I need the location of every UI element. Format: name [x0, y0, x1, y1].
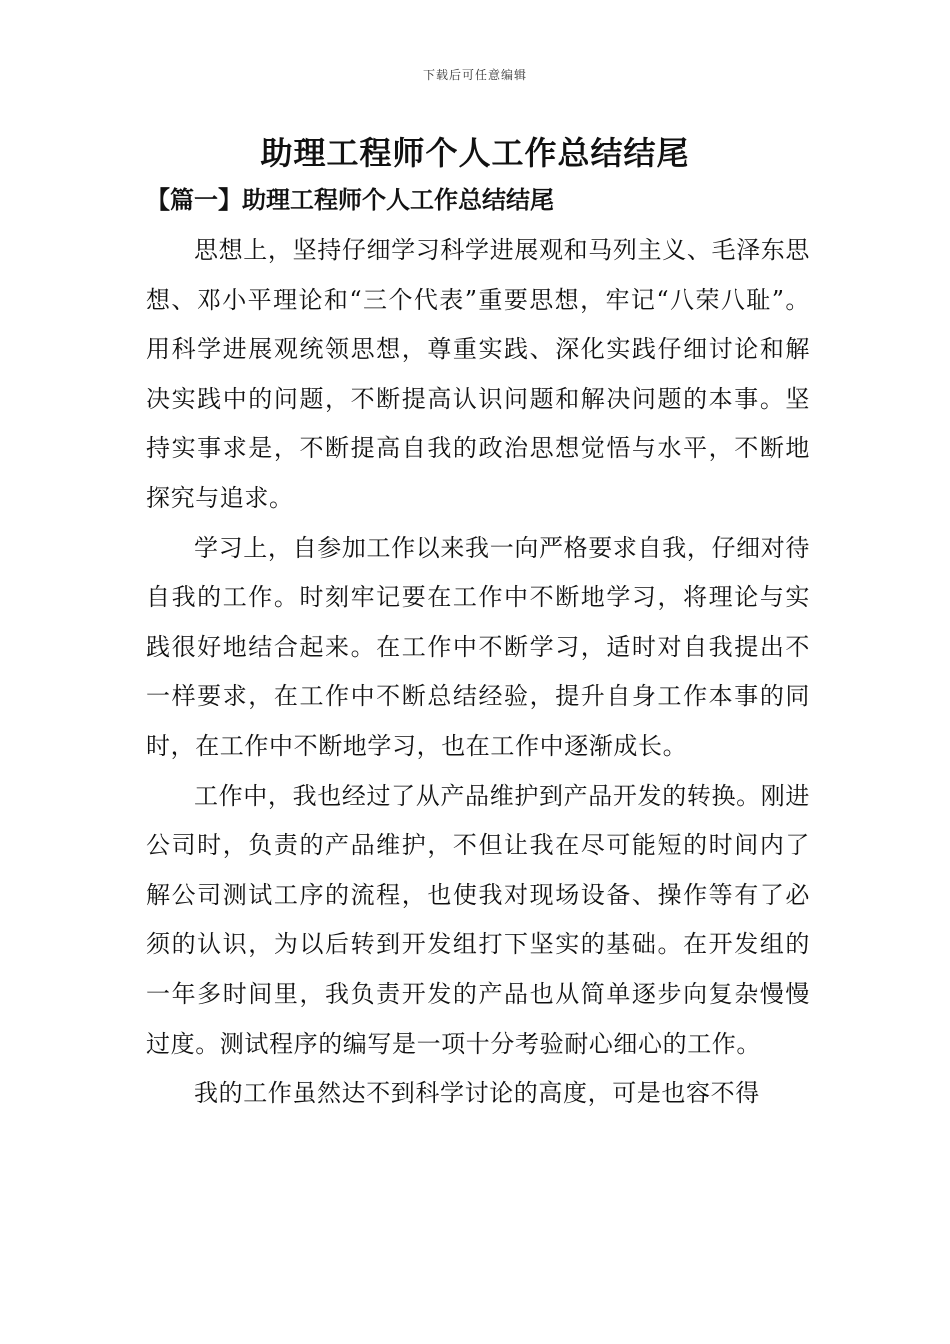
body-text [146, 226, 810, 1119]
paragraph-continued: 我的工作虽然达不到科学讨论的高度，可是也容不得 [194, 1079, 760, 1108]
paragraph-study: 学习上，自参加工作以来我一向严格要求自我，仔细对待自我的工作。时刻牢记要在工作中不断地学习，将理论与实践很好地结合起来。在工作中不断学习，适时对自我提出不一样要求，在工作中不断总结经验，提升自身工作本事的同时，在工作中不断地学习，也在工作中逐渐成长。 [146, 533, 810, 760]
paragraph-thought: 思想上，坚持仔细学习科学进展观和马列主义、毛泽东思想、邓小平理论和“三个代表”重要思想，牢记“八荣八耻”。用科学进展观统领思想，尊重实践、深化实践仔细讨论和解决实践中的问题，不断提高认识问题和解决问题的本事。坚持实事求是，不断提高自我的政治思想觉悟与水平，不断地探究与追求。 [146, 236, 810, 512]
paragraph-work: 工作中，我也经过了从产品维护到产品开发的转换。刚进公司时，负责的产品维护，不但让我在尽可能短的时间内了解公司测试工序的流程，也使我对现场设备、操作等有了必须的认识，为以后转到开发组打下坚实的基础。在开发组的一年多时间里，我负责开发的产品也从简单逐步向复杂慢慢过度。测试程序的编写是一项十分考验耐心细心的工作。 [146, 781, 810, 1058]
document-title: 助理工程师个人工作总结结尾 [260, 134, 690, 172]
section-heading: 【篇一】助理工程师个人工作总结结尾 [146, 185, 554, 214]
header-note: 下载后可任意编辑 [422, 68, 527, 82]
